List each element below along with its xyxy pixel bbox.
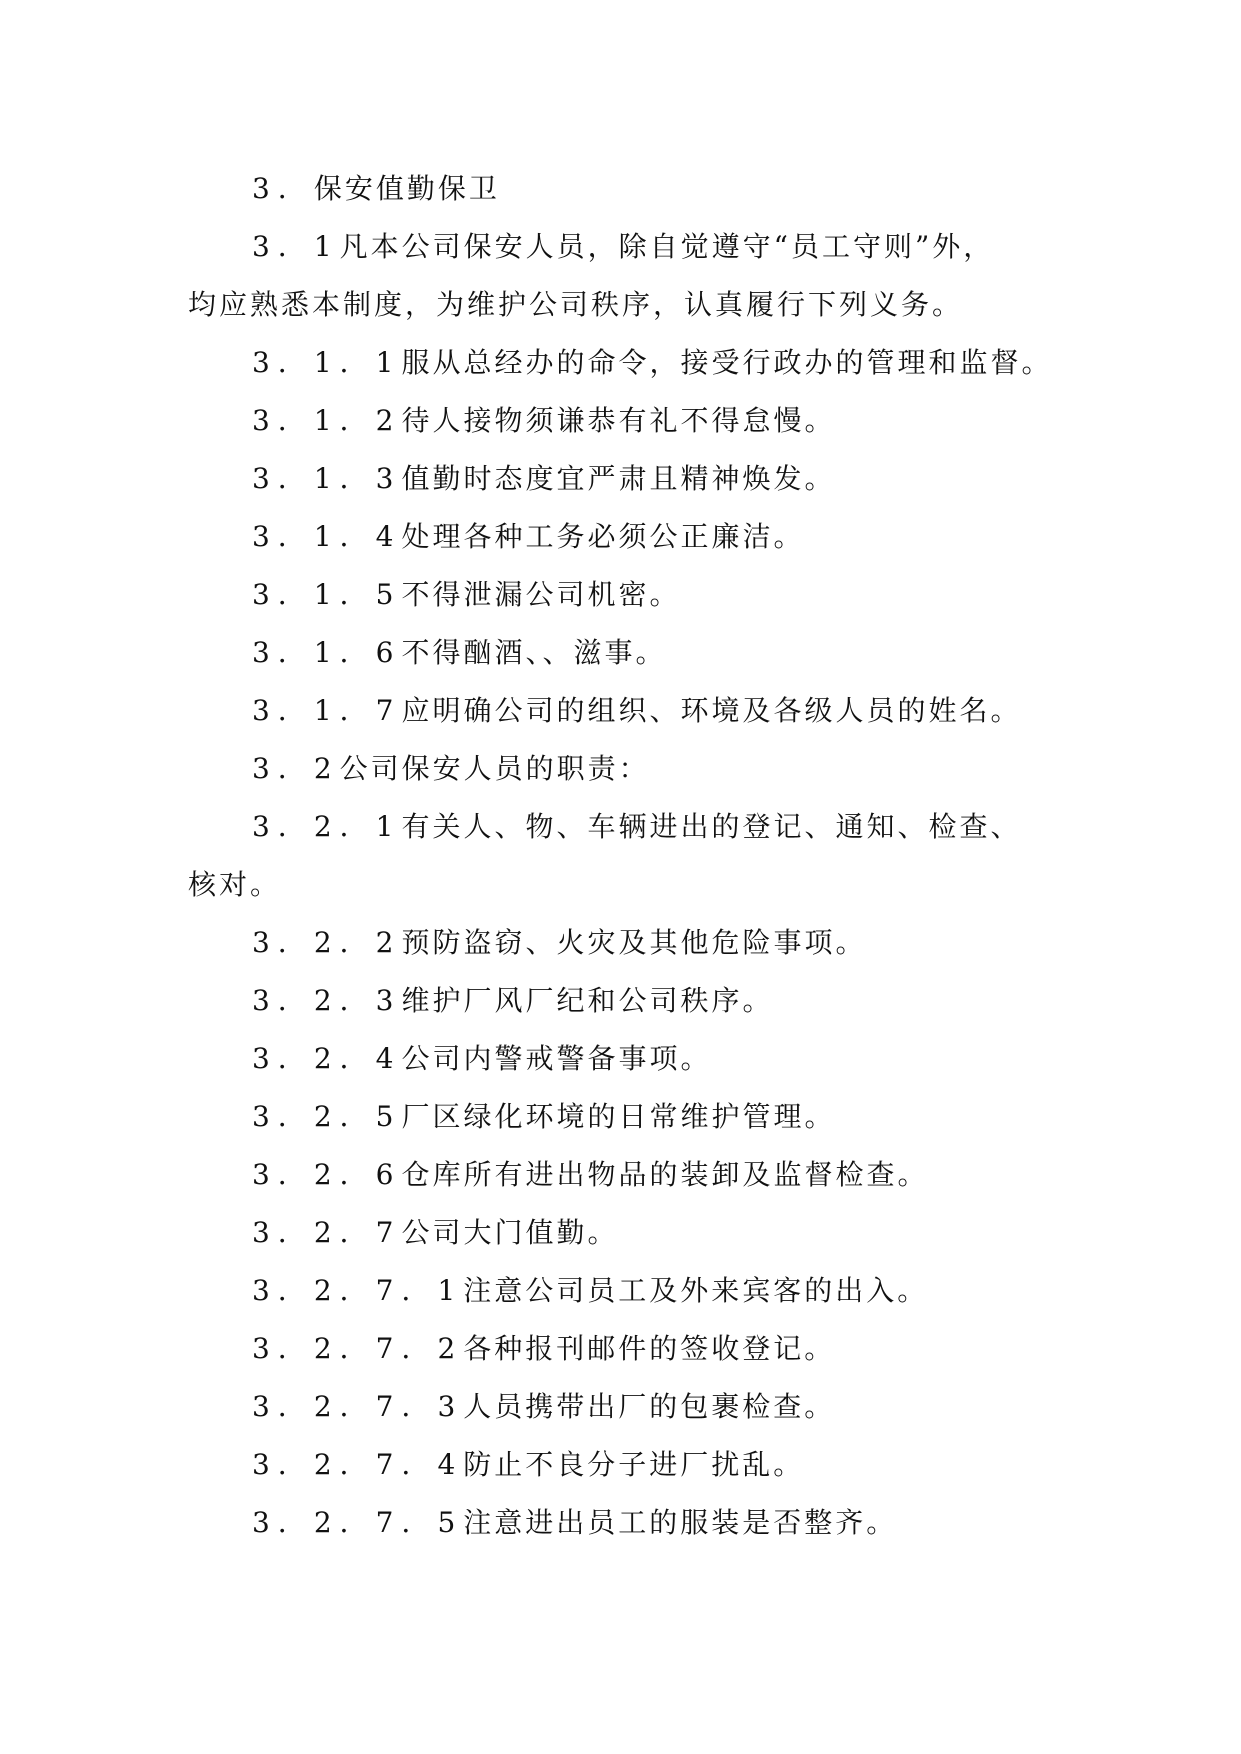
paragraph-line: [188, 972, 1088, 1030]
clause-number: 3．2．4: [252, 1042, 402, 1075]
clause-number: 3．1．6: [252, 636, 402, 669]
paragraph-line: [188, 1262, 1088, 1320]
document-body: [188, 160, 1088, 1552]
clause-text: 注意公司员工及外来宾客的出入。: [463, 1274, 929, 1307]
clause-number: 3．2．7．1: [252, 1274, 464, 1307]
paragraph-line: [188, 334, 1088, 392]
paragraph-line: [188, 624, 1088, 682]
paragraph-line: [188, 914, 1088, 972]
section-heading: [188, 160, 1088, 218]
clause-text: 仓库所有进出物品的装卸及监督检查。: [401, 1158, 929, 1191]
paragraph-line-continuation: [188, 276, 1088, 334]
clause-text: 人员携带出厂的包裹检查。: [463, 1390, 836, 1423]
clause-text: 处理各种工务必须公正廉洁。: [401, 520, 805, 553]
clause-text: 值勤时态度宜严肃且精神焕发。: [401, 462, 836, 495]
clause-number: 3．2．1: [252, 810, 402, 843]
paragraph-line: [188, 1088, 1088, 1146]
paragraph-line: [188, 682, 1088, 740]
clause-text: 公司大门值勤。: [401, 1216, 619, 1249]
clause-number: 3．1．1: [252, 346, 402, 379]
clause-text: 防止不良分子进厂扰乱。: [463, 1448, 805, 1481]
clause-number: 3．2．7．4: [252, 1448, 464, 1481]
clause-text: 核对。: [188, 868, 282, 901]
paragraph-line: [188, 1030, 1088, 1088]
clause-number: 3．1．5: [252, 578, 402, 611]
clause-text: 待人接物须谦恭有礼不得怠慢。: [401, 404, 836, 437]
clause-number: 3．2．7: [252, 1216, 402, 1249]
paragraph-line: [188, 450, 1088, 508]
clause-number: 3．2．2: [252, 926, 402, 959]
clause-text: 预防盗窃、火灾及其他危险事项。: [401, 926, 867, 959]
paragraph-line: [188, 392, 1088, 450]
paragraph-line: [188, 218, 1088, 276]
paragraph-line: [188, 798, 1088, 856]
clause-number: 3．2．7．2: [252, 1332, 464, 1365]
paragraph-line: [188, 740, 1088, 798]
clause-number: 3．2．7．5: [252, 1506, 464, 1539]
clause-text: 应明确公司的组织、环境及各级人员的姓名。: [401, 694, 1022, 727]
clause-text: 均应熟悉本制度，为维护公司秩序，认真履行下列义务。: [188, 288, 964, 321]
clause-text: 厂区绿化环境的日常维护管理。: [401, 1100, 836, 1133]
clause-text: 各种报刊邮件的签收登记。: [463, 1332, 836, 1365]
paragraph-line: [188, 1204, 1088, 1262]
clause-number: 3．1．3: [252, 462, 402, 495]
clause-text: 不得泄漏公司机密。: [401, 578, 681, 611]
paragraph-line: [188, 1378, 1088, 1436]
clause-number: 3．: [252, 172, 314, 205]
clause-number: 3．1: [252, 230, 340, 263]
clause-text: 公司保安人员的职责：: [339, 752, 650, 785]
clause-text: 公司内警戒警备事项。: [401, 1042, 712, 1075]
paragraph-line: [188, 566, 1088, 624]
paragraph-line-continuation: [188, 856, 1088, 914]
clause-text: 服从总经办的命令，接受行政办的管理和监督。: [401, 346, 1053, 379]
paragraph-line: [188, 1146, 1088, 1204]
clause-text: 维护厂风厂纪和公司秩序。: [401, 984, 774, 1017]
clause-text: 凡本公司保安人员，除自觉遵守“员工守则”外，: [339, 230, 995, 263]
clause-number: 3．2．3: [252, 984, 402, 1017]
paragraph-line: [188, 508, 1088, 566]
paragraph-line: [188, 1320, 1088, 1378]
clause-number: 3．2．6: [252, 1158, 402, 1191]
clause-text: 注意进出员工的服装是否整齐。: [463, 1506, 898, 1539]
paragraph-line: [188, 1494, 1088, 1552]
clause-number: 3．2．7．3: [252, 1390, 464, 1423]
paragraph-line: [188, 1436, 1088, 1494]
clause-number: 3．1．4: [252, 520, 402, 553]
clause-text: 保安值勤保卫: [313, 172, 500, 205]
clause-number: 3．1．7: [252, 694, 402, 727]
clause-text: 不得酗酒、、滋事。: [401, 636, 667, 669]
clause-text: 有关人、物、车辆进出的登记、通知、检查、: [401, 810, 1022, 843]
clause-number: 3．1．2: [252, 404, 402, 437]
clause-number: 3．2: [252, 752, 340, 785]
clause-number: 3．2．5: [252, 1100, 402, 1133]
